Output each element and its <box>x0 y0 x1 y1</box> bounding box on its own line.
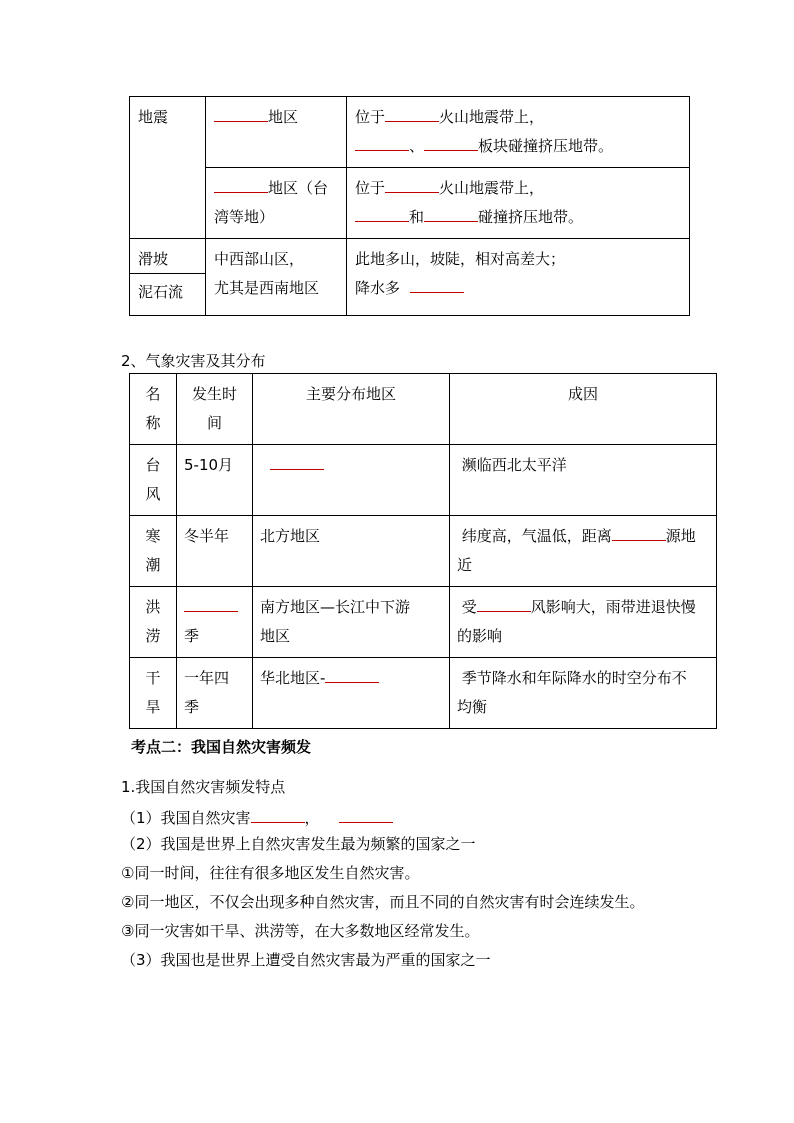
time-cell: 冬半年 <box>177 516 253 587</box>
answer-blank[interactable] <box>355 134 409 151</box>
region-cell: 中西部山区， 尤其是西南地区 <box>206 239 347 316</box>
table-row <box>130 445 717 516</box>
answer-blank[interactable] <box>184 595 238 612</box>
text-line: ②同一地区，不仅会出现多种自然灾害，而且不同的自然灾害有时会连续发生。 <box>121 893 645 911</box>
time-cell: 季 <box>177 587 253 658</box>
cause-cell: 位于 火山地震带上， 和 碰撞挤压地带。 <box>347 168 690 239</box>
hazard-name-cell: 洪 涝 <box>130 587 177 658</box>
hazard-name-cell: 寒 潮 <box>130 516 177 587</box>
region-cell: 地区 <box>206 97 347 168</box>
hazard-name-cell: 地震 <box>130 97 206 239</box>
answer-blank[interactable] <box>410 276 464 293</box>
text-line: （2）我国是世界上自然灾害发生最为频繁的国家之一 <box>121 835 476 853</box>
area-cell <box>253 445 450 516</box>
header-name: 名 称 <box>130 374 177 445</box>
answer-blank[interactable] <box>385 176 439 193</box>
region-cell: 地区（台 湾等地） <box>206 168 347 239</box>
cause-cell: 濒临西北太平洋 <box>450 445 717 516</box>
cause-cell: 位于 火山地震带上， 、 板块碰撞挤压地带。 <box>347 97 690 168</box>
answer-blank[interactable] <box>424 205 478 222</box>
answer-blank[interactable] <box>612 524 666 541</box>
area-cell: 华北地区- <box>253 658 450 729</box>
table-row <box>130 587 717 658</box>
hazard-name-cell: 台 风 <box>130 445 177 516</box>
time-cell: 5-10月 <box>177 445 253 516</box>
cause-cell: 受 风影响大，雨带进退快慢 的影响 <box>450 587 717 658</box>
hazard-name-cell: 滑坡 泥石流 <box>130 239 206 316</box>
answer-blank[interactable] <box>385 105 439 122</box>
area-cell: 南方地区—长江中下游 地区 <box>253 587 450 658</box>
text-line: （3）我国也是世界上遭受自然灾害最为严重的国家之一 <box>121 951 491 969</box>
answer-blank[interactable] <box>214 105 268 122</box>
answer-blank[interactable] <box>477 595 531 612</box>
text-line: 1.我国自然灾害频发特点 <box>121 778 286 796</box>
area-cell: 北方地区 <box>253 516 450 587</box>
answer-blank[interactable] <box>325 666 379 683</box>
table-header-row <box>130 374 717 445</box>
table-row <box>130 516 717 587</box>
answer-blank[interactable] <box>214 176 268 193</box>
table-row <box>130 168 690 239</box>
table-row <box>130 97 690 168</box>
answer-blank[interactable] <box>355 205 409 222</box>
text-line: ③同一灾害如干旱、洪涝等，在大多数地区经常发生。 <box>121 922 480 940</box>
answer-blank[interactable] <box>270 453 324 470</box>
geologic-hazard-table <box>129 96 690 316</box>
header-area: 主要分布地区 <box>253 374 450 445</box>
section-heading: 考点二：我国自然灾害频发 <box>131 738 312 756</box>
cause-cell: 季节降水和年际降水的时空分布不 均衡 <box>450 658 717 729</box>
header-time: 发生时 间 <box>177 374 253 445</box>
meteorological-hazard-table <box>129 373 717 729</box>
header-cause: 成因 <box>450 374 717 445</box>
table-row <box>130 239 690 316</box>
answer-blank[interactable] <box>339 806 393 823</box>
table-row <box>130 658 717 729</box>
cause-cell: 此地多山，坡陡，相对高差大； 降水多 <box>347 239 690 316</box>
text-line: ①同一时间，往往有很多地区发生自然灾害。 <box>121 864 420 882</box>
hazard-name-cell: 干 旱 <box>130 658 177 729</box>
time-cell: 一年四 季 <box>177 658 253 729</box>
answer-blank[interactable] <box>424 134 478 151</box>
cause-cell: 纬度高，气温低，距离 源地 近 <box>450 516 717 587</box>
answer-blank[interactable] <box>251 806 305 823</box>
section-title: 2、气象灾害及其分布 <box>121 352 266 370</box>
text-line: （1）我国自然灾害 ， <box>121 806 393 828</box>
